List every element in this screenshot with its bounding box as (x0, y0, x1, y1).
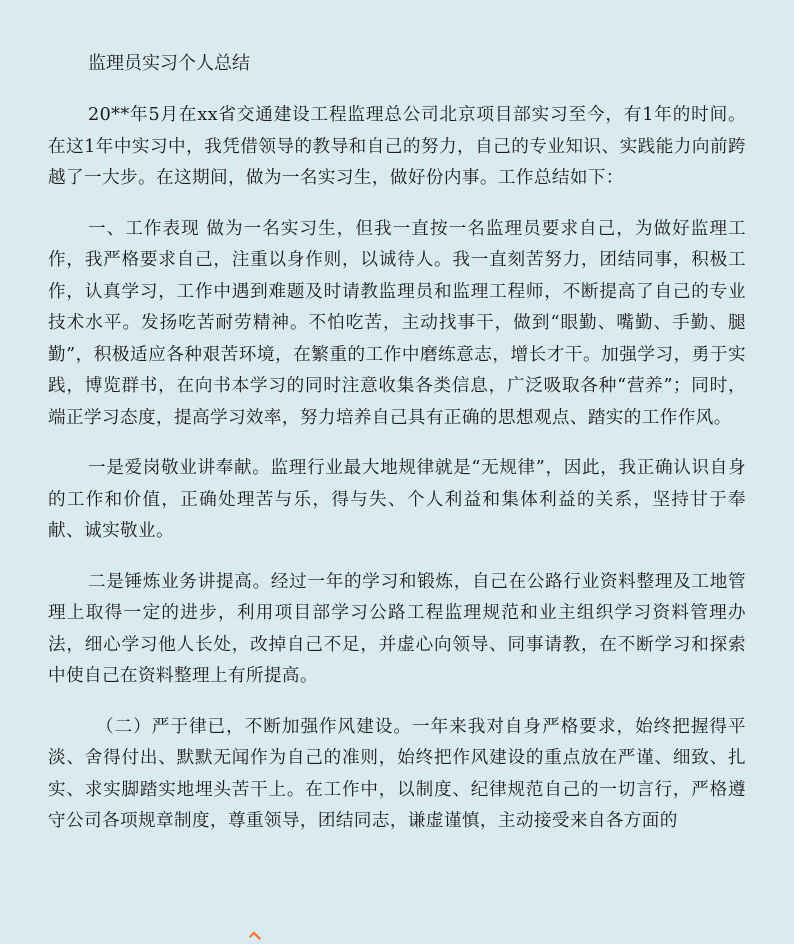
paragraph-work-performance: 一、工作表现 做为一名实习生，但我一直按一名监理员要求自己，为做好监理工作，我严格要求自己，注重以身作则，以诚待人。我一直刻苦努力，团结同事，积极工作，认真学习，工作中遇到难题及时请教监理员和监理工程师，不断提高了自己的专业技术水平。发扬吃苦耐劳精神。不怕吃苦，主动找事干，做到“眼勤、嘴勤、手勤、腿勤”，积极适应各种艰苦环境，在繁重的工作中磨练意志，增长才干。加强学习，勇于实践，博览群书，在向书本学习的同时注意收集各类信息，广泛吸取各种“营养”；同时，端正学习态度，提高学习效率，努力培养自己具有正确的思想观点、踏实的工作作风。 (48, 218, 746, 428)
document-title: 监理员实习个人总结 (88, 53, 250, 74)
document-body (48, 48, 746, 857)
paragraph-intro: 20**年5月在xx省交通建设工程监理总公司北京项目部实习至今，有1年的时间。在这1年中实习中，我凭借领导的教导和自己的努力，自己的专业知识、实践能力向前跨越了一大步。在这期间，做为一名实习生，做好份内事。工作总结如下： (48, 105, 746, 188)
paragraph-skill-improvement: 二是锤炼业务讲提高。经过一年的学习和锻炼，自己在公路行业资料整理及工地管理上取得一定的进步，利用项目部学习公路工程监理规范和业主组织学习资料管理办法，细心学习他人长处，改掉自己不足，并虚心向领导、同事请教，在不断学习和探索中使自己在资料整理上有所提高。 (48, 571, 746, 686)
paragraph-self-discipline: （二）严于律已，不断加强作风建设。一年来我对自身严格要求，始终把握得平淡、舍得付出、默默无闻作为自己的准则，始终把作风建设的重点放在严谨、细致、扎实、求实脚踏实地埋头苦干上。在工作中，以制度、纪律规范自己的一切言行，严格遵守公司各项规章制度，尊重领导，团结同志，谦虚谨慎，主动接受来自各方面的 (48, 716, 746, 831)
paragraph-dedication: 一是爱岗敬业讲奉献。监理行业最大地规律就是“无规律”，因此，我正确认识自身的工作和价值，正确处理苦与乐，得与失、个人利益和集体利益的关系，坚持甘于奉献、诚实敬业。 (48, 458, 746, 541)
